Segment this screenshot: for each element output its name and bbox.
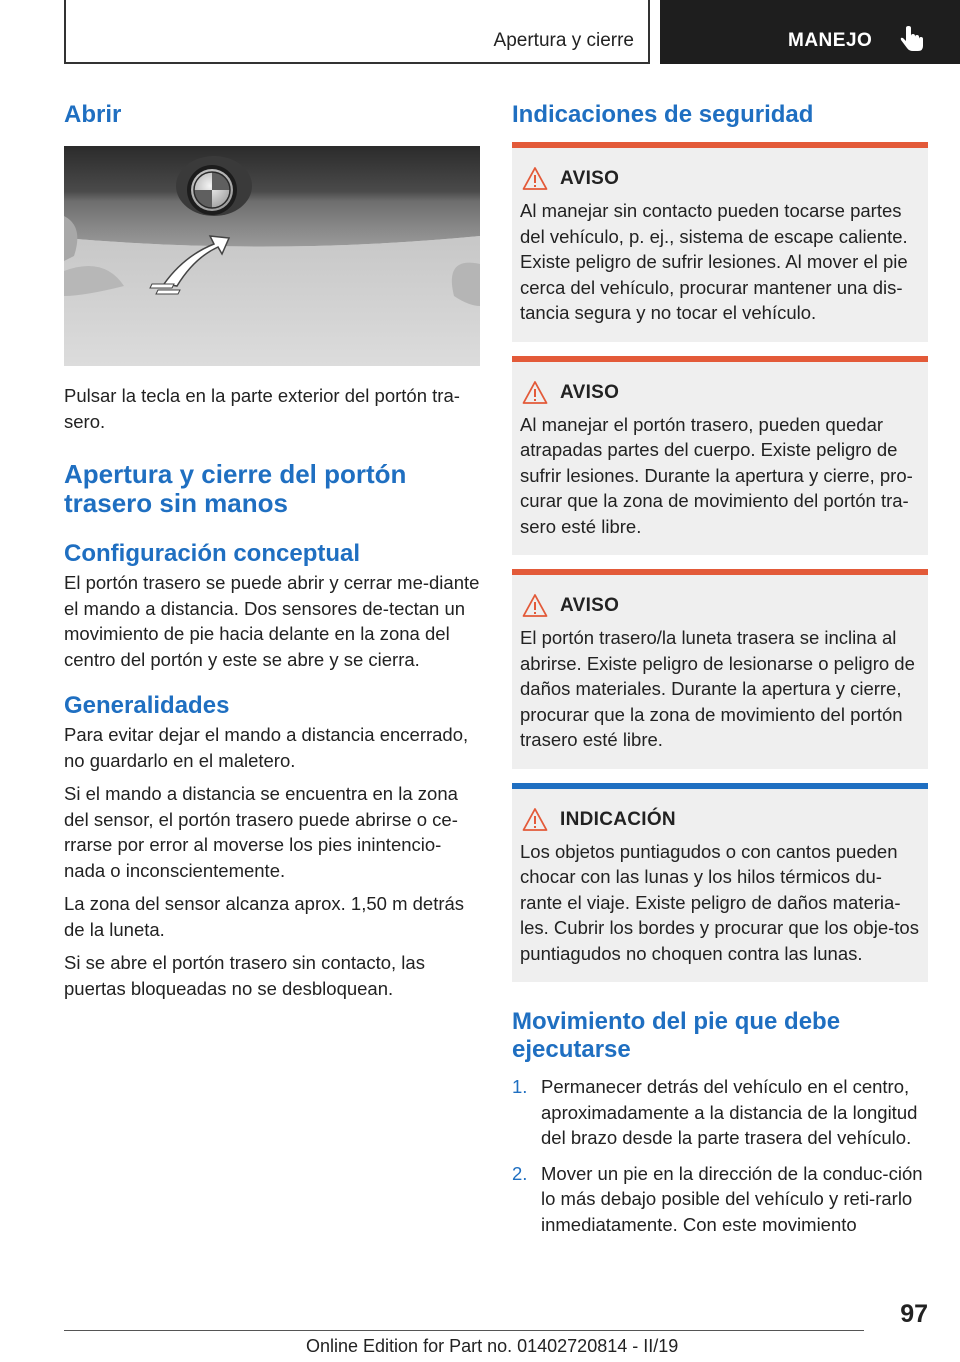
- step-text: Mover un pie en la dirección de la conduc-ción lo más debajo posible del vehículo y reti-rarlo inmediatamente. Con este movimiento: [541, 1162, 923, 1235]
- hand-pointer-icon: [898, 24, 928, 54]
- general-paragraph: Si el mando a distancia se encuentra en la zona del sensor, el portón trasero puede abrirse o ce-rrarse por error al moverse los pies inintencio-nada o inconscientemente.: [64, 783, 458, 881]
- heading-safety: Indicaciones de seguridad: [512, 101, 814, 128]
- warning-box: [512, 142, 928, 342]
- heading-general: Generalidades: [64, 692, 230, 719]
- step-item: [512, 1161, 928, 1238]
- heading-handsfree: Apertura y cierre del portón trasero sin manos: [64, 459, 407, 518]
- header-chapter-tab: [660, 0, 960, 64]
- concept-text: El portón trasero se puede abrir y cerrar me-diante el mando a distancia. Dos sensores de-tectan un movimiento de pie hacia delante en la zona del centro del portón y este se abre y se cierra.: [64, 572, 480, 670]
- step-number: 1.: [512, 1076, 528, 1097]
- warning-title: [520, 166, 922, 192]
- header-section-tab: [64, 0, 650, 64]
- step-item: [512, 1074, 928, 1151]
- heading-abrir: Abrir: [64, 101, 122, 128]
- warning-title-text: AVISO: [560, 168, 620, 189]
- notice-title-text: INDICACIÓN: [560, 808, 676, 830]
- photo-caption: Pulsar la tecla en la parte exterior del portón tra-sero.: [64, 385, 460, 432]
- notice-title: [520, 807, 922, 833]
- warning-title-text: AVISO: [560, 381, 620, 403]
- warning-list: [512, 142, 928, 982]
- notice-box: [512, 783, 928, 983]
- warning-title: [520, 593, 922, 619]
- warning-triangle-icon: [522, 807, 548, 833]
- header-chapter-title: MANEJO: [788, 30, 873, 51]
- footer-edition: Online Edition for Part no. 01402720814 - II/19: [306, 1336, 679, 1356]
- warning-text: Al manejar sin contacto pueden tocarse partes del vehículo, p. ej., sistema de escape caliente. Existe peligro de sufrir lesiones. Al mover el pie cerca del vehículo, procurar mantener una dis-tancia segura y no tocar el vehículo.: [520, 200, 908, 323]
- warning-triangle-icon: [522, 166, 548, 192]
- general-paragraph: Si se abre el portón trasero sin contacto, las puertas bloqueadas no se desbloquean.: [64, 952, 425, 999]
- step-number: 2.: [512, 1162, 528, 1184]
- warning-triangle-icon: [522, 593, 548, 619]
- header-section-title: Apertura y cierre: [493, 30, 634, 51]
- warning-box: [512, 356, 928, 556]
- warning-title-text: AVISO: [560, 595, 620, 616]
- general-paragraph: La zona del sensor alcanza aprox. 1,50 m detrás de la luneta.: [64, 893, 465, 940]
- right-column: [512, 100, 928, 1237]
- heading-concept: Configuración conceptual: [64, 540, 361, 567]
- general-paragraph: Para evitar dejar el mando a distancia encerrado, no guardarlo en el maletero.: [64, 724, 469, 771]
- warning-triangle-icon: [522, 380, 548, 406]
- warning-title: [520, 380, 922, 406]
- step-text: Permanecer detrás del vehículo en el centro, aproximadamente a la distancia de la longitud del brazo desde la parte trasera del vehículo.: [541, 1076, 918, 1148]
- warning-box: [512, 569, 928, 769]
- footer-divider: [64, 1330, 864, 1331]
- warning-text: Al manejar el portón trasero, pueden quedar atrapadas partes del cuerpo. Existe peligro de sufrir lesiones. Durante la apertura y cierre, pro-curar que la zona de movimiento del portón tra-sero esté libre.: [520, 413, 913, 537]
- tailgate-button-photo: [64, 146, 480, 366]
- notice-text: Los objetos puntiagudos o con cantos pueden chocar con las lunas y los hilos térmicos du-rante el viaje. Existe peligro de daños materia-les. Cubrir los bordes y procurar que los obje-tos puntiagudos no choquen contra las lunas.: [520, 840, 919, 964]
- heading-foot-movement: Movimiento del pie que debe ejecutarse: [512, 1008, 841, 1063]
- page-number: 97: [900, 1300, 928, 1328]
- left-column: [64, 100, 480, 1001]
- warning-text: El portón trasero/la luneta trasera se inclina al abrirse. Existe peligro de lesionarse o peligro de daños materiales. Durante la apertura y cierre, procurar que la zona de movimiento del portón trasero esté libre.: [520, 627, 915, 750]
